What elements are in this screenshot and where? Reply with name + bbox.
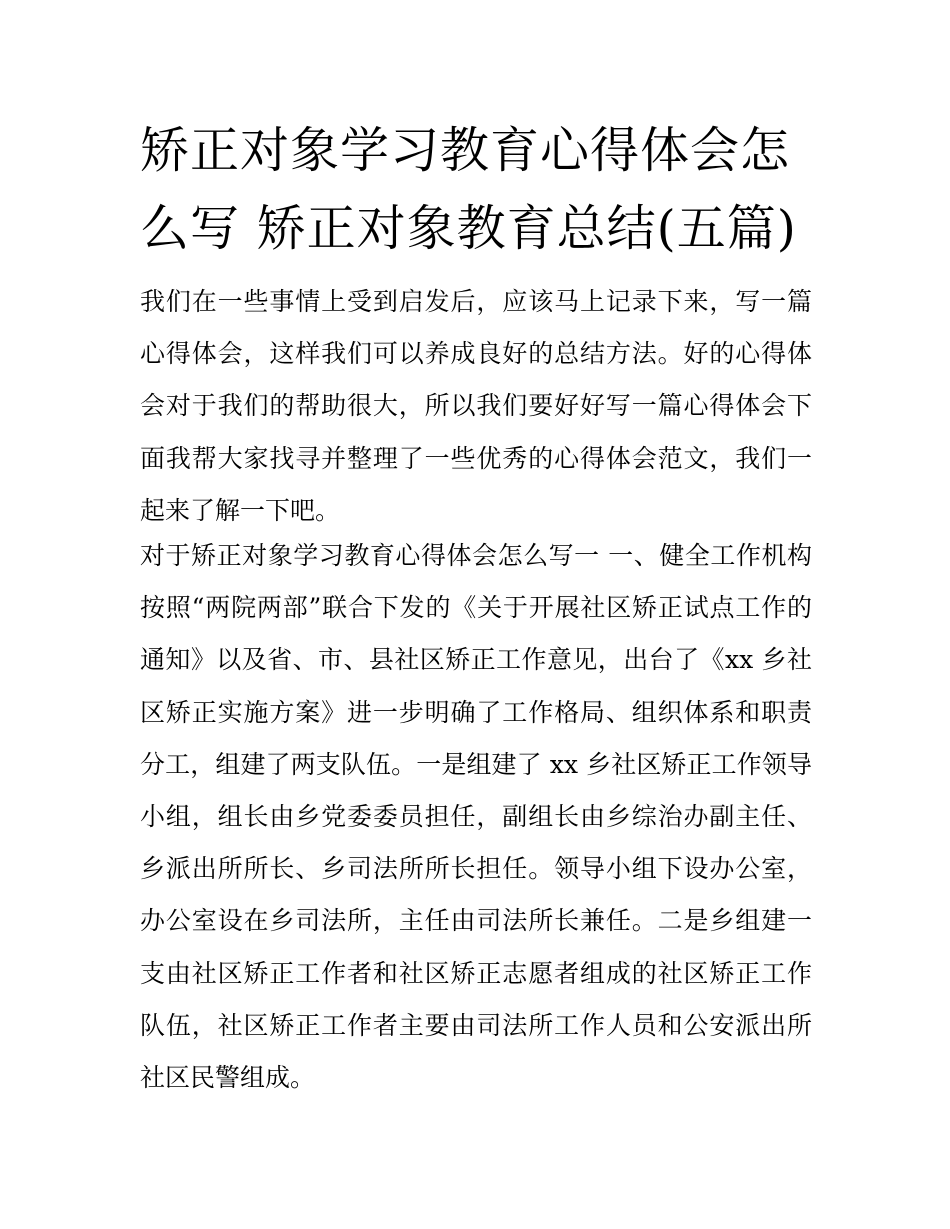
body-paragraph: 对于矫正对象学习教育心得体会怎么写一 一、健全工作机构 按照“两院两部”联合下发的《关于开展社区矫正试点工作的通知》以及省、市、县社区矫正工作意见，出台了《xx 乡社区矫正实施方案》进一步明确了工作格局、组织体系和职责分工，组建了两支队伍。一是组建了 xx 乡社区矫正工作领导小组，组长由乡党委委员担任，副组长由乡综治办副主任、乡派出所所长、乡司法所所长担任。领导小组下设办公室，办公室设在乡司法所，主任由司法所长兼任。二是乡组建一支由社区矫正工作者和社区矫正志愿者组成的社区矫正工作队伍，社区矫正工作者主要由司法所工作人员和公安派出所社区民警组成。 (140, 541, 812, 1093)
intro-paragraph: 我们在一些事情上受到启发后，应该马上记录下来，写一篇心得体会，这样我们可以养成良好的总结方法。好的心得体会对于我们的帮助很大，所以我们要好好写一篇心得体会下面我帮大家找寻并整理了一些优秀的心得体会范文，我们一起来了解一下吧。 (140, 287, 812, 525)
document-title: 矫正对象学习教育心得体会怎么写 矫正对象教育总结(五篇) (140, 122, 797, 257)
